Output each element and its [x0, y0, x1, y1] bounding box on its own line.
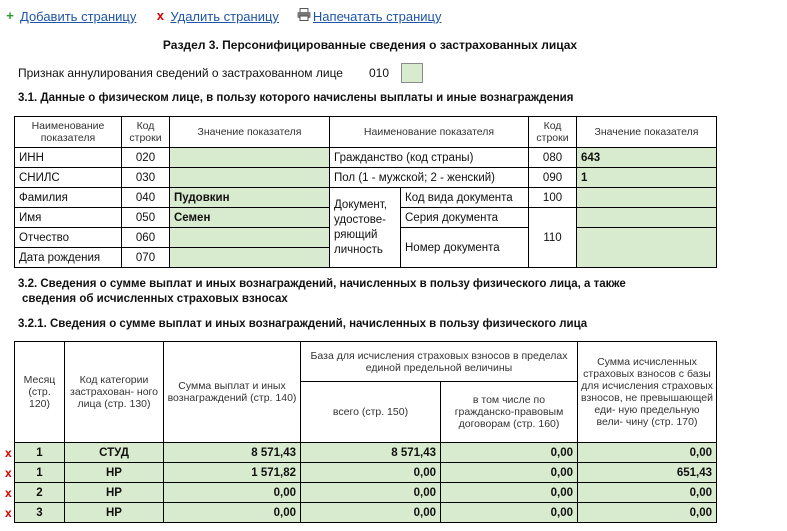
contrib-cell[interactable]: 0,00	[578, 443, 717, 463]
category-cell[interactable]: НР	[65, 503, 164, 523]
base-civil-cell[interactable]: 0,00	[441, 483, 578, 503]
table-row	[15, 463, 717, 483]
snils-field[interactable]	[170, 168, 330, 188]
section-title: Раздел 3. Персонифицированные сведения о застрахованных лицах	[162, 38, 578, 52]
base-civil-cell[interactable]: 0,00	[441, 503, 578, 523]
base-total-cell[interactable]: 0,00	[301, 483, 441, 503]
sum-cell[interactable]: 8 571,43	[164, 443, 301, 463]
row-code-surname: 040	[122, 188, 170, 208]
plus-icon: +	[6, 8, 14, 23]
citizenship-field[interactable]: 643	[577, 148, 717, 168]
doc-number-field[interactable]	[577, 228, 717, 268]
row-code-citizenship: 080	[529, 148, 577, 168]
delete-page-link[interactable]: Удалить страницу	[170, 8, 279, 24]
contrib-cell[interactable]: 0,00	[578, 483, 717, 503]
annulment-label: Признак аннулирования сведений о застрахованном лице	[18, 66, 343, 80]
col-header-base-civil: в том числе по гражданско-правовым договорам (стр. 160)	[441, 382, 578, 443]
print-page-link[interactable]: Напечатать страницу	[312, 8, 442, 24]
col-header-code-2: Код строки	[529, 117, 577, 148]
delete-row-icon[interactable]: x	[5, 466, 12, 480]
row-code-doc-series-number: 110	[529, 208, 577, 268]
print-page-button[interactable]	[297, 8, 442, 24]
surname-field[interactable]: Пудовкин	[170, 188, 330, 208]
add-page-button[interactable]	[4, 9, 136, 24]
base-total-cell[interactable]: 8 571,43	[301, 443, 441, 463]
patronymic-field[interactable]	[170, 228, 330, 248]
printer-icon	[297, 8, 309, 24]
row-label-inn: ИНН	[15, 148, 122, 168]
section-3-2-1-title: 3.2.1. Сведения о сумме выплат и иных вознаграждений, начисленных в пользу физического лица	[18, 318, 588, 330]
doc-type-field[interactable]	[577, 188, 717, 208]
row-label-doc-type: Код вида документа	[401, 188, 529, 208]
annulment-code: 010	[368, 66, 390, 80]
section-3-1-title: 3.1. Данные о физическом лице, в пользу которого начислены выплаты и иные вознаграждения	[18, 92, 574, 104]
row-code-patronymic: 060	[122, 228, 170, 248]
page-toolbar	[4, 7, 460, 25]
delete-row-icon[interactable]: x	[5, 506, 12, 520]
row-code-name: 050	[122, 208, 170, 228]
row-label-name: Имя	[15, 208, 122, 228]
delete-row-icon[interactable]: x	[5, 446, 12, 460]
delete-page-button[interactable]	[154, 9, 279, 24]
sum-cell[interactable]: 1 571,82	[164, 463, 301, 483]
month-cell[interactable]: 1	[15, 463, 65, 483]
sum-cell[interactable]: 0,00	[164, 483, 301, 503]
doc-series-field[interactable]	[577, 208, 717, 228]
col-header-code: Код строки	[122, 117, 170, 148]
table-row	[15, 483, 717, 503]
delete-row-icon[interactable]: x	[5, 486, 12, 500]
payments-table	[14, 341, 717, 523]
month-cell[interactable]: 2	[15, 483, 65, 503]
row-label-patronymic: Отчество	[15, 228, 122, 248]
gender-field[interactable]: 1	[577, 168, 717, 188]
base-total-cell[interactable]: 0,00	[301, 503, 441, 523]
row-label-doc-series: Серия документа	[401, 208, 529, 228]
month-cell[interactable]: 3	[15, 503, 65, 523]
doc-group-label: Документ, удостове- ряющий личность	[330, 188, 401, 268]
table-row	[15, 443, 717, 463]
row-code-doc-type: 100	[529, 188, 577, 208]
col-header-value-2: Значение показателя	[577, 117, 717, 148]
row-code-inn: 020	[122, 148, 170, 168]
base-civil-cell[interactable]: 0,00	[441, 463, 578, 483]
col-header-value: Значение показателя	[170, 117, 330, 148]
col-header-sum: Сумма выплат и иных вознаграждений (стр. 140)	[164, 342, 301, 443]
row-label-doc-number: Номер документа	[401, 228, 529, 268]
col-header-category: Код категории застрахован- ного лица (стр. 130)	[65, 342, 164, 443]
col-header-base-total: всего (стр. 150)	[301, 382, 441, 443]
col-header-name: Наименование показателя	[15, 117, 122, 148]
section-3-2-title-line1: 3.2. Сведения о сумме выплат и иных вознаграждений, начисленных в пользу физического лица, а также	[18, 278, 626, 290]
row-label-citizenship: Гражданство (код страны)	[330, 148, 529, 168]
delete-icon: x	[156, 8, 164, 23]
row-code-snils: 030	[122, 168, 170, 188]
add-page-link[interactable]: Добавить страницу	[20, 8, 137, 24]
annulment-field[interactable]	[401, 63, 423, 83]
table-row	[15, 503, 717, 523]
personal-data-table	[14, 116, 717, 268]
row-code-gender: 090	[529, 168, 577, 188]
contrib-cell[interactable]: 651,43	[578, 463, 717, 483]
birthdate-field[interactable]	[170, 248, 330, 268]
base-total-cell[interactable]: 0,00	[301, 463, 441, 483]
section-3-2-title-line2: сведения об исчисленных страховых взносах	[22, 293, 288, 305]
annulment-row	[18, 63, 423, 83]
col-header-month: Месяц (стр. 120)	[15, 342, 65, 443]
row-label-gender: Пол (1 - мужской; 2 - женский)	[330, 168, 529, 188]
row-label-snils: СНИЛС	[15, 168, 122, 188]
row-label-birthdate: Дата рождения	[15, 248, 122, 268]
name-field[interactable]: Семен	[170, 208, 330, 228]
contrib-cell[interactable]: 0,00	[578, 503, 717, 523]
category-cell[interactable]: НР	[65, 483, 164, 503]
col-header-name-2: Наименование показателя	[330, 117, 529, 148]
col-header-base: База для исчисления страховых взносов в пределах единой предельной величины	[301, 342, 578, 382]
inn-field[interactable]	[170, 148, 330, 168]
category-cell[interactable]: НР	[65, 463, 164, 483]
row-label-surname: Фамилия	[15, 188, 122, 208]
base-civil-cell[interactable]: 0,00	[441, 443, 578, 463]
row-code-birthdate: 070	[122, 248, 170, 268]
month-cell[interactable]: 1	[15, 443, 65, 463]
category-cell[interactable]: СТУД	[65, 443, 164, 463]
sum-cell[interactable]: 0,00	[164, 503, 301, 523]
col-header-contrib: Сумма исчисленных страховых взносов с базы для исчисления страховых взносов, не превышающей еди- ную предельную вели- чину (стр. 170)	[578, 342, 717, 443]
